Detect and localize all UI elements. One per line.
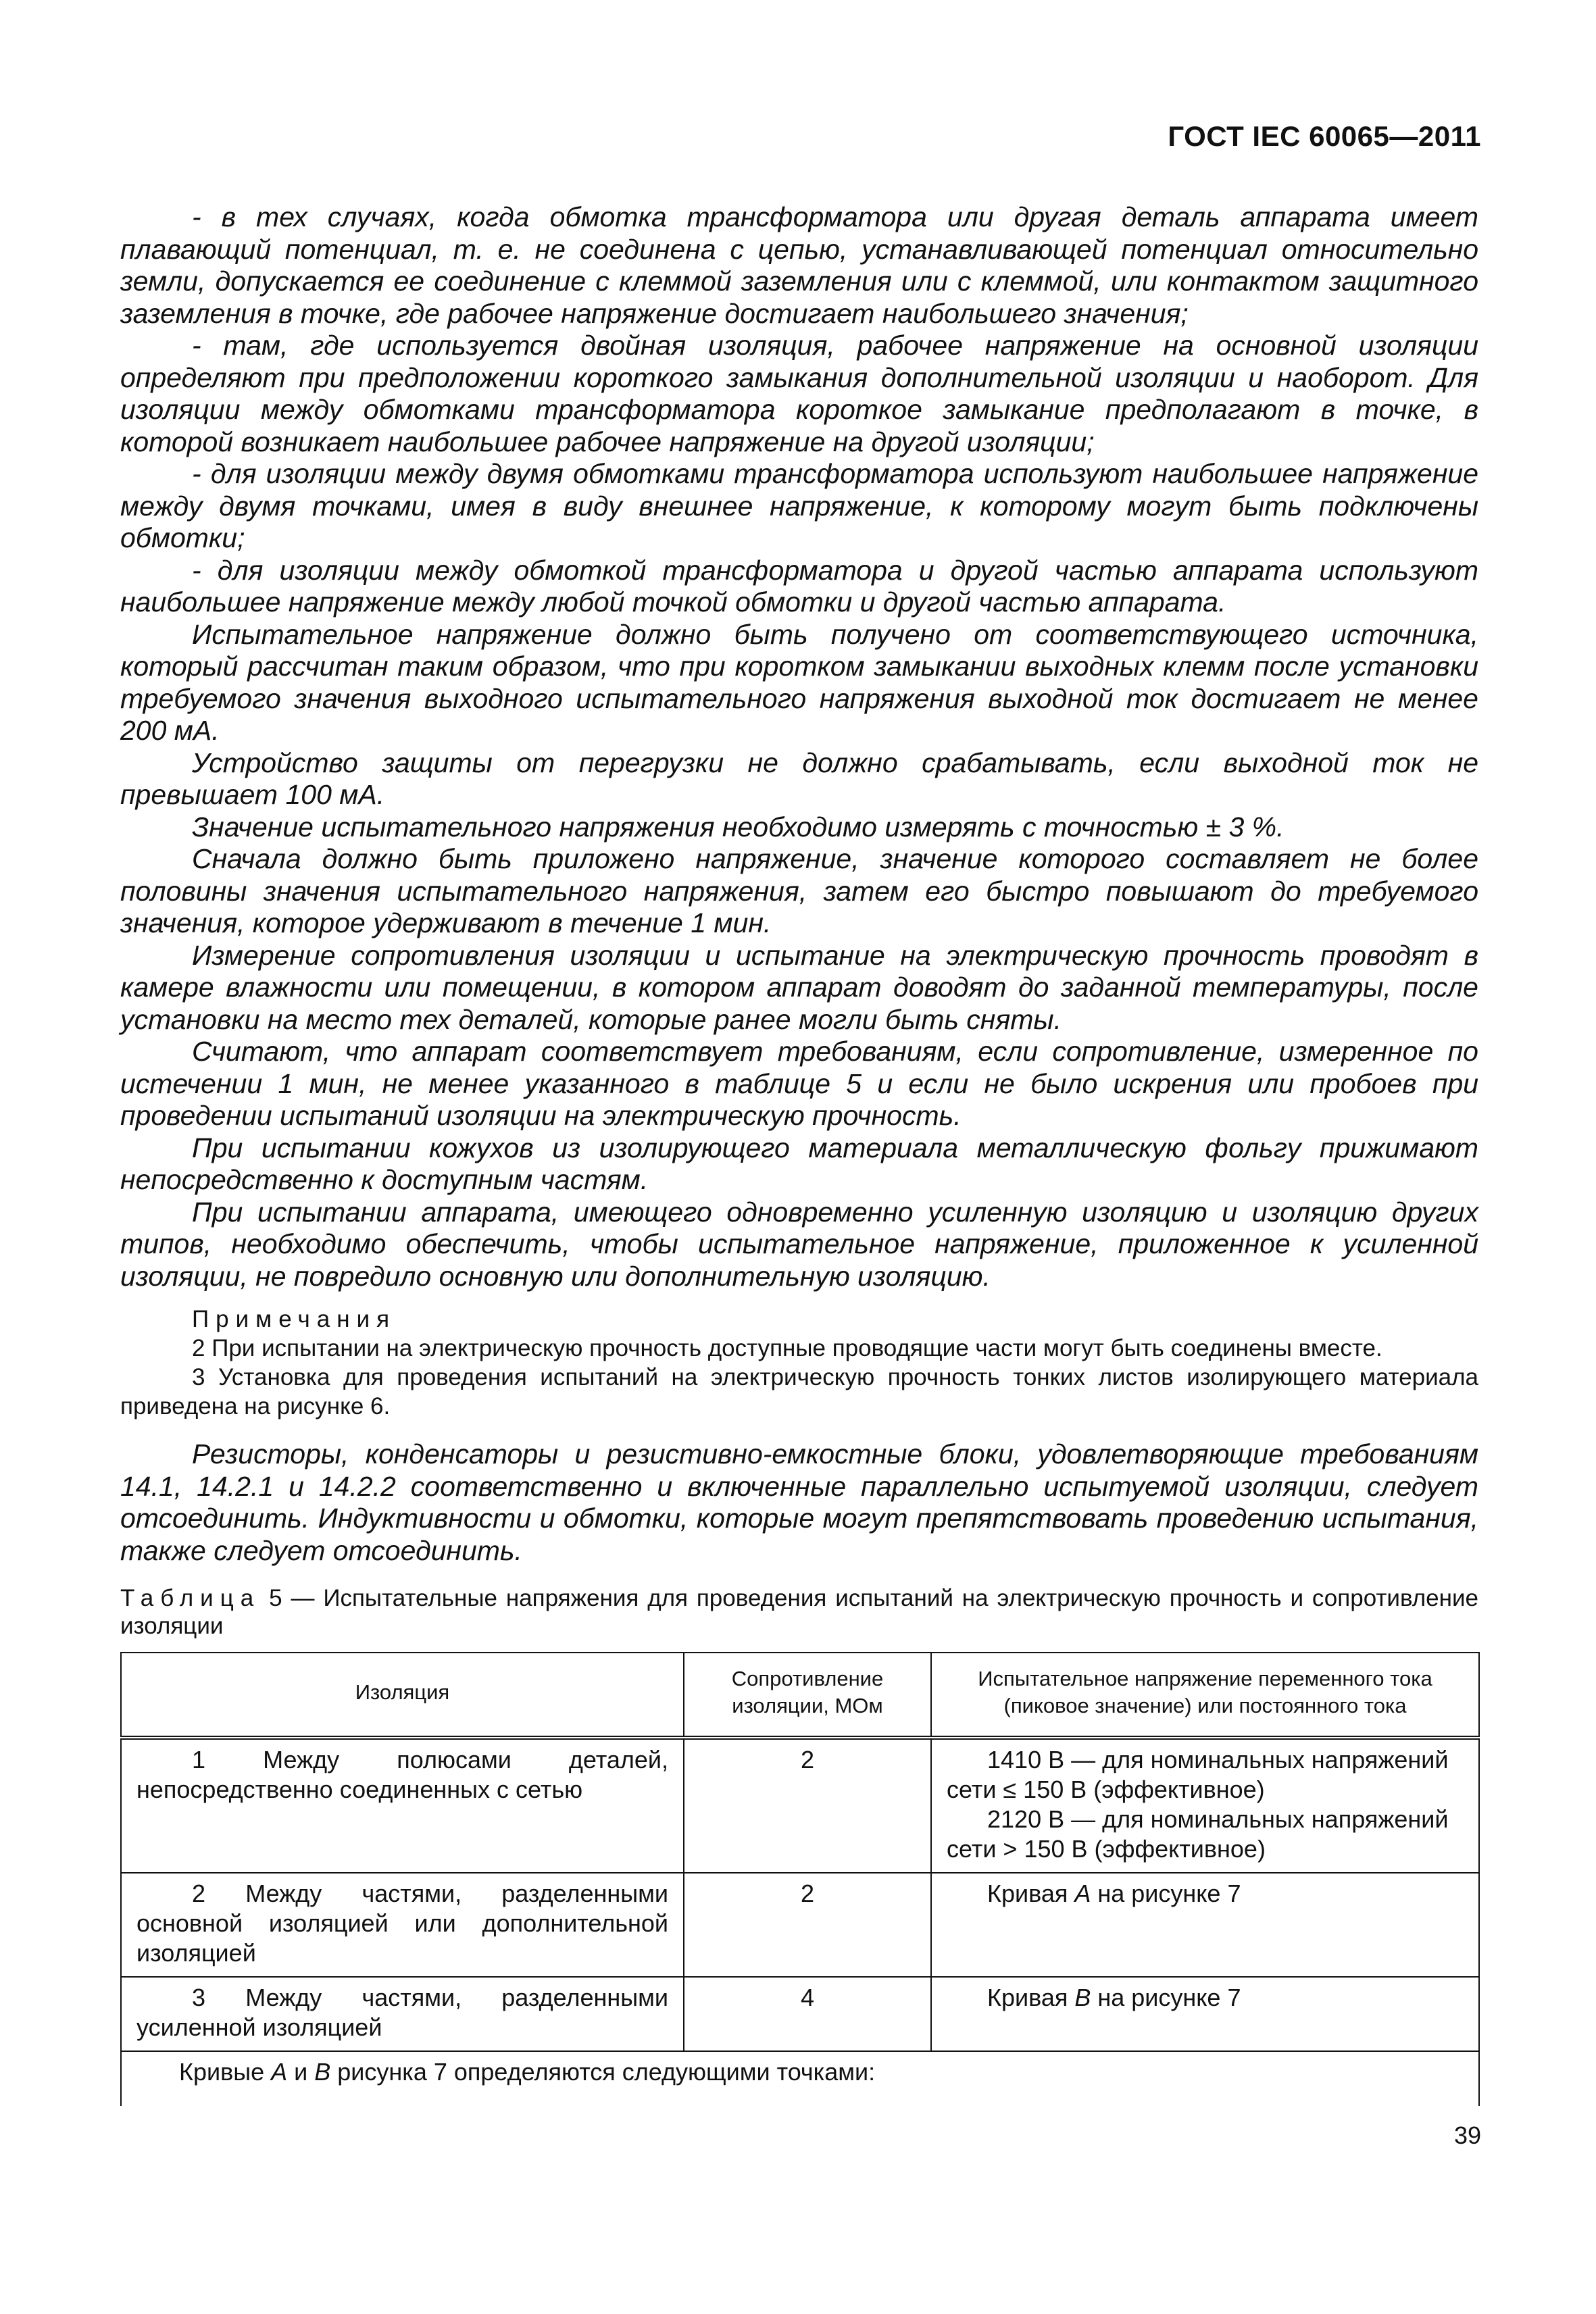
column-header-insulation: Изоляция xyxy=(121,1653,684,1738)
footer-text: и xyxy=(287,2058,315,2086)
footer-text: Кривые xyxy=(179,2058,272,2086)
voltage-text: на рисунке 7 xyxy=(1091,1880,1241,1907)
footer-text: рисунка 7 определяются следующими точками: xyxy=(330,2058,876,2086)
paragraph: Считают, что аппарат соответствует требованиям, если сопротивление, измеренное по истечении 1 мин, не менее указанного в таблице 5 и если не было искрения или пробоев при проведении испытаний изоляции на электрическую прочность. xyxy=(120,1036,1478,1131)
note-item: 3 Установка для проведения испытаний на электрическую прочность тонких листов изолирующего материала приведена на рисунке 6. xyxy=(120,1364,1478,1419)
insulation-cell: 2 Между частями, разделенными основной изоляцией или дополнительной изоляцией xyxy=(121,1873,684,1977)
paragraph: При испытании аппарата, имеющего одновременно усиленную изоляцию и изоляцию других типов, необходимо обеспечить, чтобы испытательное напряжение, приложенное к усиленной изоляции, не повредило основную или дополнительную изоляцию. xyxy=(120,1196,1478,1292)
resistance-cell: 2 xyxy=(684,1738,931,1873)
voltage-cell xyxy=(931,1977,1479,2051)
voltage-line xyxy=(947,1983,1464,2013)
page-number: 39 xyxy=(1453,2121,1481,2149)
paragraph: Устройство защиты от перегрузки не должно срабатывать, если выходной ток не превышает 100 мА. xyxy=(120,747,1478,810)
column-header-voltage: Испытательное напряжение переменного тока (пиковое значение) или постоянного тока xyxy=(931,1653,1479,1738)
table-row xyxy=(121,1873,1479,1977)
paragraph: Испытательное напряжение должно быть получено от соответствующего источника, который рассчитан таким образом, что при коротком замыкании выходных клемм после установки требуемого значения выходного испытательного напряжения выходной ток достигает не менее 200 мА. xyxy=(120,618,1478,746)
resistance-cell: 2 xyxy=(684,1873,931,1977)
voltage-text: Кривая xyxy=(987,1880,1075,1907)
paragraph: Измерение сопротивления изоляции и испытание на электрическую прочность проводят в камере влажности или помещении, в котором аппарат доводят до заданной температуры, после установки на место тех деталей, которые ранее могли быть сняты. xyxy=(120,939,1478,1035)
paragraph: - там, где используется двойная изоляция, рабочее напряжение на основной изоляции определяют при предположении короткого замыкания дополнительной изоляции и наоборот. Для изоляции между обмотками трансформатора короткое замыкание предполагают в точке, в которой возникает наибольшее рабочее напряжение на другой изоляции; xyxy=(120,330,1478,457)
paragraph: - в тех случаях, когда обмотка трансформатора или другая деталь аппарата имеет плавающий потенциал, т. е. не соединена с цепью, устанавливающей потенциал относительно земли, допускается ее соединение с клеммой заземления или с клеммой, или контактом защитного заземления в точке, где рабочее напряжение достигает наибольшего значения; xyxy=(120,201,1478,329)
paragraph: Резисторы, конденсаторы и резистивно-емкостные блоки, удовлетворяющие требованиям 14.1, 14.2.1 и 14.2.2 соответственно и включенные параллельно испытуемой изоляции, следует отсоединить. Индуктивности и обмотки, которые могут препятствовать проведению испытания, также следует отсоединить. xyxy=(120,1438,1478,1566)
curve-letter: A xyxy=(271,2058,288,2086)
paragraph: Сначала должно быть приложено напряжение, значение которого составляет не более половины значения испытательного напряжения, затем его быстро повышают до требуемого значения, которое удерживают в течение 1 мин. xyxy=(120,843,1478,938)
table-row xyxy=(121,1738,1479,1873)
insulation-cell: 1 Между полюсами деталей, непосредственно соединенных с сетью xyxy=(121,1738,684,1873)
notes-block xyxy=(120,1305,1478,1421)
voltage-text: на рисунке 7 xyxy=(1091,1984,1241,2011)
voltage-cell xyxy=(931,1873,1479,1977)
voltage-line: 1410 В — для номинальных напряжений сети ≤ 150 В (эффективное) xyxy=(947,1746,1449,1803)
table-header-row xyxy=(121,1653,1479,1738)
note-item: 2 При испытании на электрическую прочность доступные проводящие части могут быть соединены вместе. xyxy=(192,1335,1382,1361)
paragraph: - для изоляции между двумя обмотками трансформатора используют наибольшее напряжение между двумя точками, имея в виду внешнее напряжение, к которому могут быть подключены обмотки; xyxy=(120,458,1478,553)
curve-letter: B xyxy=(1074,1984,1091,2011)
table-footer-cell xyxy=(121,2051,1479,2106)
table-caption xyxy=(120,1584,1478,1640)
table-caption-text: 5 — Испытательные напряжения для проведения испытаний на электрическую прочность и сопротивление изоляции xyxy=(120,1585,1478,1639)
curve-letter: B xyxy=(314,2058,331,2086)
insulation-table xyxy=(120,1652,1480,2106)
paragraph: - для изоляции между обмоткой трансформатора и другой частью аппарата используют наибольшее напряжение между любой точкой обмотки и другой частью аппарата. xyxy=(120,554,1478,618)
table-label: Таблица xyxy=(120,1585,261,1611)
voltage-text: Кривая xyxy=(987,1984,1075,2011)
body-text xyxy=(120,201,1478,2106)
insulation-cell: 3 Между частями, разделенными усиленной изоляцией xyxy=(121,1977,684,2051)
notes-title: Примечания xyxy=(192,1306,397,1332)
table-footer-row xyxy=(121,2051,1479,2106)
resistance-cell: 4 xyxy=(684,1977,931,2051)
voltage-line: 2120 В — для номинальных напряжений сети > 150 В (эффективное) xyxy=(947,1805,1449,1863)
voltage-line xyxy=(947,1879,1464,1909)
column-header-resistance: Сопротивление изоляции, МОм xyxy=(684,1653,931,1738)
voltage-cell xyxy=(931,1738,1479,1873)
document-header: ГОСТ IEC 60065—2011 xyxy=(1168,120,1481,152)
paragraph: Значение испытательного напряжения необходимо измерять с точностью ± 3 %. xyxy=(192,811,1285,842)
paragraph: При испытании кожухов из изолирующего материала металлическую фольгу прижимают непосредственно к доступным частям. xyxy=(120,1132,1478,1195)
table-row xyxy=(121,1977,1479,2051)
curve-letter: A xyxy=(1074,1880,1091,1907)
